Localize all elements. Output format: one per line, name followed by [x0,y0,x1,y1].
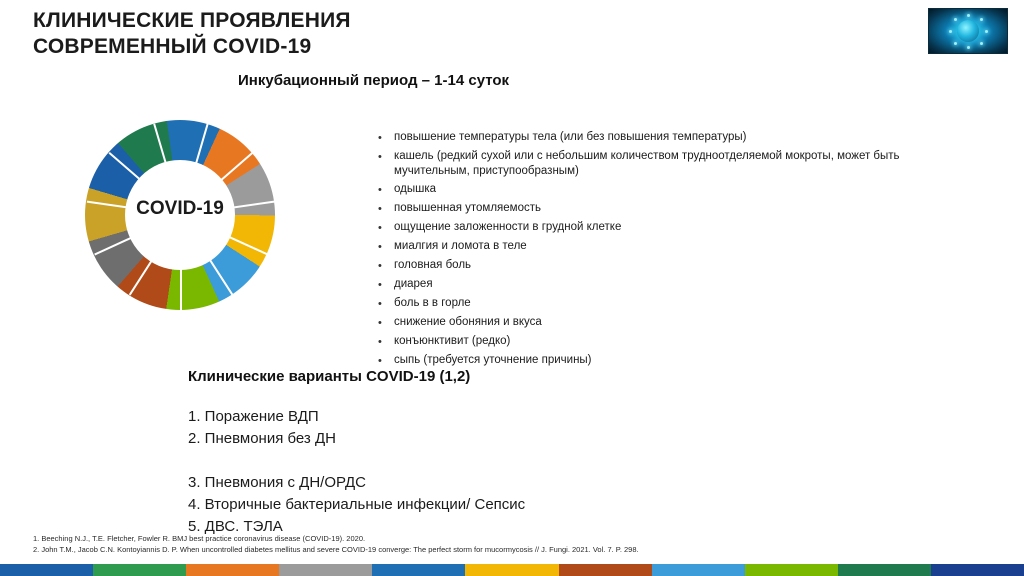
symptom-text: повышенная утомляемость [394,202,541,214]
symptom-item [378,149,938,179]
covid-donut-chart [85,120,275,310]
bullet-icon: • [378,260,382,272]
bottom-bar-segment [465,564,558,576]
symptom-text: конъюнктивит (редко) [394,335,511,347]
symptom-text: снижение обоняния и вкуса [394,316,542,328]
virus-core-icon [957,20,979,42]
clinical-variant-item: 1. Поражение ВДП [188,408,319,425]
bottom-bar-segment [931,564,1024,576]
bottom-color-bar [0,564,1024,576]
reference-line: 1. Beeching N.J., T.E. Fletcher, Fowler R. BMJ best practice coronavirus disease (COVID-19). 2020. [33,534,366,543]
bottom-bar-segment [372,564,465,576]
symptom-text: сыпь (требуется уточнение причины) [394,354,592,366]
symptom-text: ощущение заложенности в грудной клетке [394,221,622,233]
symptom-item [378,258,938,274]
bottom-bar-segment [0,564,93,576]
incubation-period-text: Инкубационный период – 1-14 суток [238,72,510,89]
symptom-list [378,130,938,372]
symptom-item [378,182,938,198]
bottom-bar-segment [186,564,279,576]
symptom-item [378,334,938,350]
bullet-icon: • [378,184,382,196]
bottom-bar-segment [838,564,931,576]
title-line-1: КЛИНИЧЕСКИЕ ПРОЯВЛЕНИЯ [33,9,351,32]
virus-spike-icon [980,18,983,21]
symptom-item [378,130,938,146]
virus-spike-icon [967,14,970,17]
virus-spike-icon [985,30,988,33]
bottom-bar-segment [745,564,838,576]
bullet-icon: • [378,222,382,234]
virus-spike-icon [954,42,957,45]
symptom-text: головная боль [394,259,472,271]
coronavirus-image [928,8,1008,54]
bottom-bar-segment [93,564,186,576]
bullet-icon: • [378,336,382,348]
clinical-variant-item: 5. ДВС. ТЭЛА [188,518,283,535]
symptom-item [378,220,938,236]
symptom-text: кашель (редкий сухой или с небольшим количеством трудноотделяемой мокроты, может быть мучительным, приступообразным) [394,150,900,177]
bottom-bar-segment [652,564,745,576]
bullet-icon: • [378,279,382,291]
symptom-text: миалгия и ломота в теле [394,240,527,252]
bullet-icon: • [378,298,382,310]
clinical-variant-item: 3. Пневмония с ДН/ОРДС [188,474,366,491]
virus-spike-icon [967,46,970,49]
bullet-icon: • [378,317,382,329]
bullet-icon: • [378,151,382,163]
virus-spike-icon [980,42,983,45]
symptom-item [378,239,938,255]
references-block [33,533,893,555]
symptom-item [378,315,938,331]
title-line-2: СОВРЕМЕННЫЙ COVID-19 [33,35,312,58]
page-title [33,8,673,60]
bottom-bar-segment [279,564,372,576]
virus-spike-icon [954,18,957,21]
clinical-variant-item: 4. Вторичные бактериальные инфекции/ Сепсис [188,496,526,513]
clinical-variants-list [188,406,788,538]
symptom-item [378,296,938,312]
clinical-variant-item: 2. Пневмония без ДН [188,430,336,447]
symptom-item [378,353,938,369]
clinical-variants-title: Клинические варианты COVID-19 (1,2) [188,368,471,385]
symptom-text: повышение температуры тела (или без повышения температуры) [394,131,747,143]
symptom-item [378,277,938,293]
bullet-icon: • [378,241,382,253]
symptom-item [378,201,938,217]
donut-center-label: COVID-19 [136,198,224,219]
bullet-icon: • [378,355,382,367]
symptom-text: боль в в горле [394,297,471,309]
virus-spike-icon [949,30,952,33]
symptom-text: диарея [394,278,433,290]
bottom-bar-segment [559,564,652,576]
bullet-icon: • [378,132,382,144]
bullet-icon: • [378,203,382,215]
reference-line: 2. John T.M., Jacob C.N. Kontoyiannis D. P. When uncontrolled diabetes mellitus and severe COVID-19 converge: The perfect storm for mucormycosis // J. Fungi. 2021. Vol. 7. P. 298. [33,545,639,554]
symptom-text: одышка [394,183,437,195]
